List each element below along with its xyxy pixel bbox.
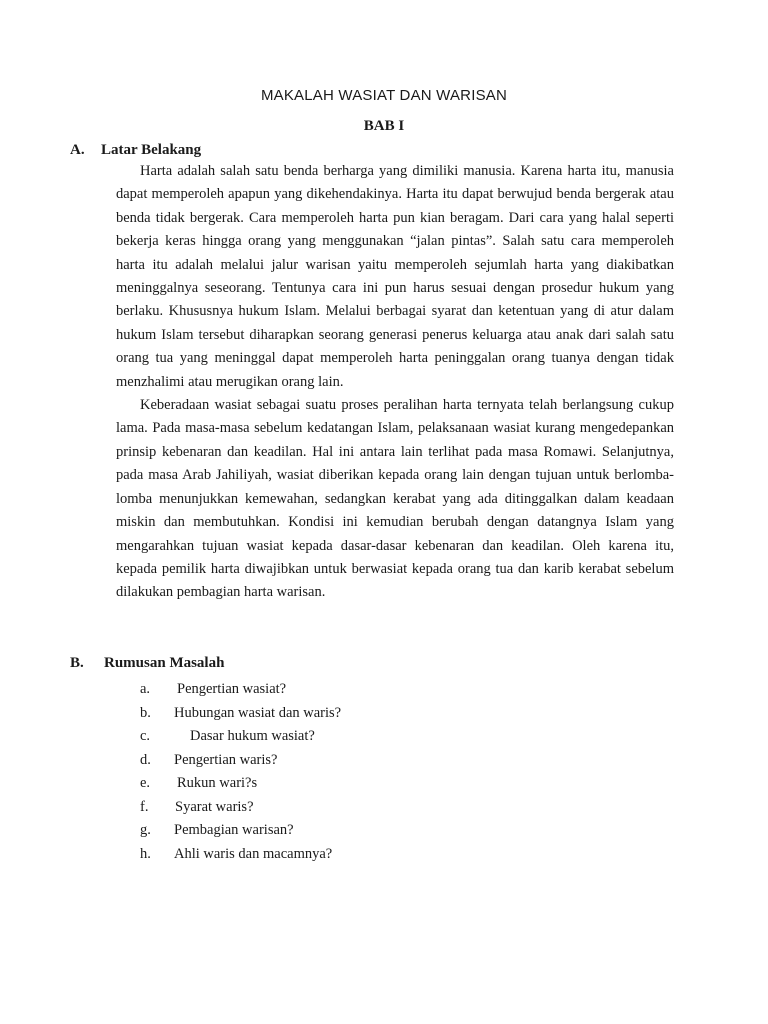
document-title: MAKALAH WASIAT DAN WARISAN	[260, 87, 508, 104]
list-item-text: Dasar hukum wasiat?	[190, 728, 315, 744]
section-b-title: Rumusan Masalah	[104, 655, 225, 671]
list-item-text: Syarat waris?	[175, 798, 254, 815]
section-a-title: Latar Belakang	[101, 142, 202, 158]
section-b-number: B.	[70, 655, 84, 671]
list-item-letter: f.	[140, 798, 149, 815]
list-item-letter: b.	[140, 704, 151, 721]
list-item-text: Rukun wari?s	[177, 775, 258, 791]
list-item-letter: a.	[140, 681, 151, 697]
list-item-letter: h.	[140, 845, 151, 862]
list-item	[140, 702, 341, 726]
list-item	[140, 772, 341, 796]
chapter-heading: BAB I	[363, 118, 405, 134]
paragraph-2: Keberadaan wasiat sebagai suatu proses peralihan harta ternyata telah berlangsung cukup lama. Pada masa-masa sebelum kedatangan Islam, pelaksanaan wasiat kurang mengedepankan prinsip kebenaran dan keadilan. Hal ini antara lain terlihat pada masa Romawi. Selanjutnya, pada masa Arab Jahiliyah, wasiat diberikan kepada orang lain dengan tujuan untuk berlomba-lomba menunjukkan kemewahan, sedangkan kerabat yang ada ditinggalkan dalam keadaan miskin dan membutuhkan. Kondisi ini kemudian berubah dengan datangnya Islam yang mengarahkan tujuan wasiat kepada dasar-dasar kebenaran dan keadilan. Oleh karena itu, kepada pemilik harta diwajibkan untuk berwasiat kepada orang tua dan karib kerabat sebelum dilakukan pembagian harta warisan.	[116, 397, 674, 601]
list-item-text: Hubungan wasiat dan waris?	[174, 704, 342, 721]
list-item-text: Ahli waris dan macamnya?	[174, 845, 333, 862]
list-item	[140, 678, 341, 702]
list-item	[140, 843, 341, 867]
section-a-number: A.	[70, 142, 85, 158]
section-a-heading	[70, 142, 201, 159]
list-item-letter: d.	[140, 751, 151, 768]
section-a-body	[116, 160, 674, 605]
list-item-letter: e.	[140, 775, 151, 791]
list-item-text: Pengertian waris?	[174, 751, 278, 768]
section-b-heading	[70, 655, 224, 672]
paragraph-1: Harta adalah salah satu benda berharga yang dimiliki manusia. Karena harta itu, manusia dapat memperoleh apapun yang dikehendakinya. Harta itu dapat berwujud benda bergerak atau benda tidak bergerak. Cara memperoleh harta pun kian beragam. Dari cara yang halal seperti bekerja keras hingga orang yang menggunakan “jalan pintas”. Salah satu cara memperoleh harta itu adalah melalui jalur warisan yaitu memperoleh sejumlah harta yang diakibatkan meninggalnya seseorang. Tentunya cara ini pun harus sesuai dengan prosedur hukum yang berlaku. Khususnya hukum Islam. Melalui berbagai syarat dan ketentuan yang di atur dalam hukum Islam tersebut diharapkan seorang generasi penerus keluarga atau anak dari salah satu orang tua yang meninggal dapat memperoleh harta peninggalan orang tuanya dengan tidak menzhalimi atau merugikan orang lain.	[116, 163, 674, 390]
list-item	[140, 819, 341, 843]
list-item	[140, 796, 341, 820]
list-item-text: Pengertian wasiat?	[177, 681, 287, 697]
list-item	[140, 725, 341, 749]
list-item-text: Pembagian warisan?	[174, 822, 294, 838]
problem-list	[140, 678, 341, 866]
list-item	[140, 749, 341, 773]
list-item-letter: g.	[140, 822, 151, 838]
list-item-letter: c.	[140, 728, 151, 744]
